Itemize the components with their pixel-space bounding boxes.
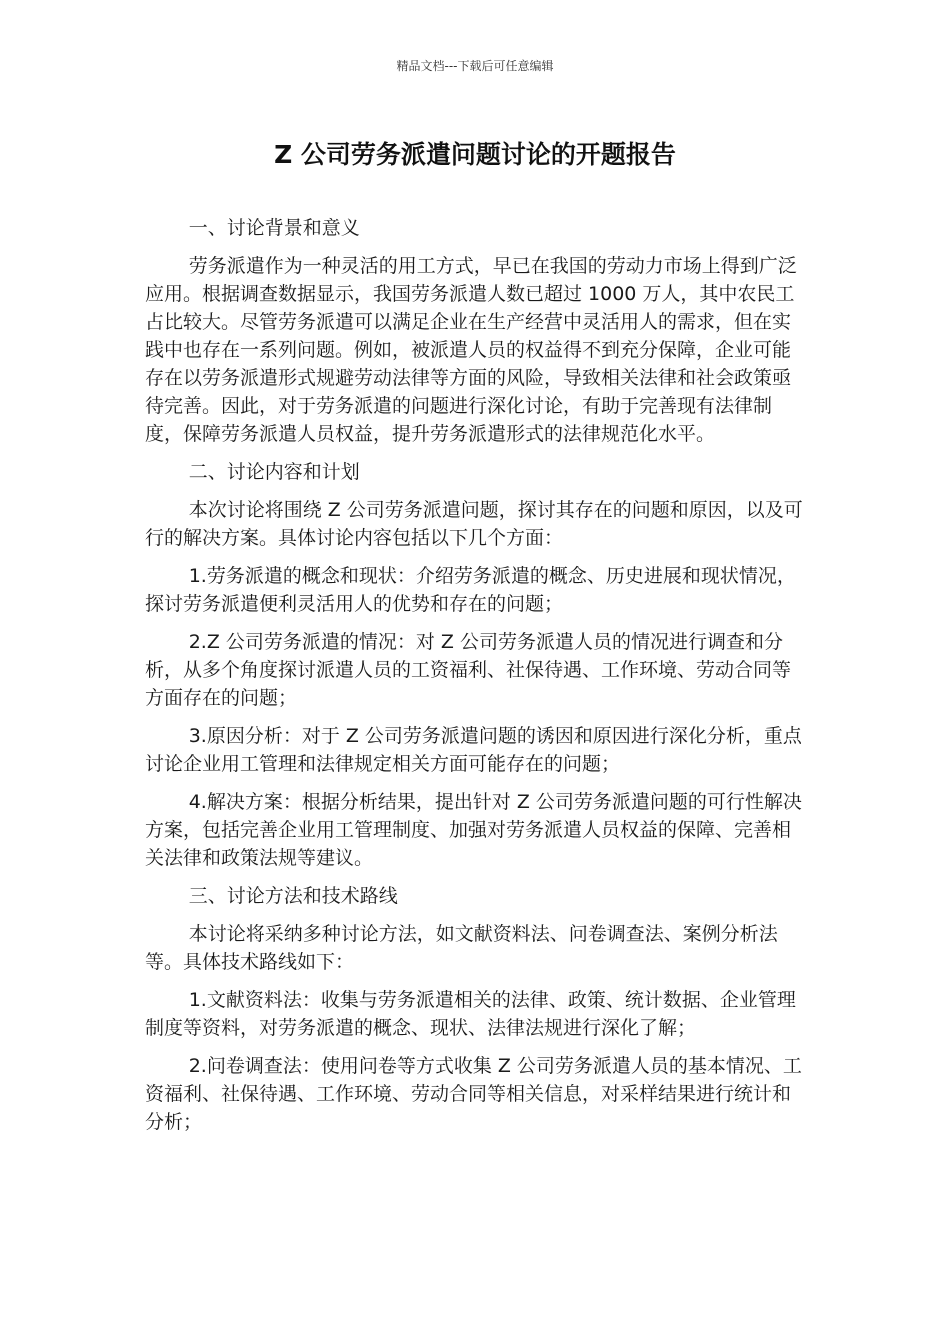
paragraph-content-intro: 本次讨论将围绕 Z 公司劳务派遣问题，探讨其存在的问题和原因，以及可行的解决方案。具体讨论内容包括以下几个方面： <box>145 499 803 549</box>
paragraph-methods-item-2: 2.问卷调查法：使用问卷等方式收集 Z 公司劳务派遣人员的基本情况、工资福利、社保待遇、工作环境、劳动合同等相关信息，对采样结果进行统计和分析； <box>145 1055 802 1133</box>
section-heading-content-plan: 二、讨论内容和计划 <box>188 461 360 483</box>
section-heading-background: 一、讨论背景和意义 <box>188 217 360 239</box>
running-header: 精品文档---下载后可任意编辑 <box>396 59 554 73</box>
paragraph-content-item-4: 4.解决方案：根据分析结果，提出针对 Z 公司劳务派遣问题的可行性解决方案，包括完善企业用工管理制度、加强对劳务派遣人员权益的保障、完善相关法律和政策法规等建议。 <box>145 791 802 869</box>
document-body <box>145 214 805 1146</box>
document-title: Z 公司劳务派遣问题讨论的开题报告 <box>274 140 676 169</box>
paragraph-content-item-2: 2.Z 公司劳务派遣的情况：对 Z 公司劳务派遣人员的情况进行调查和分析，从多个角度探讨派遣人员的工资福利、社保待遇、工作环境、劳动合同等方面存在的问题； <box>145 631 792 709</box>
paragraph-methods-item-1: 1.文献资料法：收集与劳务派遣相关的法律、政策、统计数据、企业管理制度等资料，对劳务派遣的概念、现状、法律法规进行深化了解； <box>145 989 796 1039</box>
paragraph-methods-intro: 本讨论将采纳多种讨论方法，如文献资料法、问卷调查法、案例分析法等。具体技术路线如下： <box>145 923 778 973</box>
paragraph-content-item-3: 3.原因分析：对于 Z 公司劳务派遣问题的诱因和原因进行深化分析，重点讨论企业用工管理和法律规定相关方面可能存在的问题； <box>145 725 802 775</box>
section-heading-methods: 三、讨论方法和技术路线 <box>188 885 398 907</box>
paragraph-content-item-1: 1.劳务派遣的概念和现状：介绍劳务派遣的概念、历史进展和现状情况，探讨劳务派遣便利灵活用人的优势和存在的问题； <box>145 565 796 615</box>
paragraph-background: 劳务派遣作为一种灵活的用工方式，早已在我国的劳动力市场上得到广泛应用。根据调查数据显示，我国劳务派遣人数已超过 1000 万人，其中农民工占比较大。尽管劳务派遣可以满足企业在生产经营中灵活用人的需求，但在实践中也存在一系列问题。例如，被派遣人员的权益得不到充分保障，企业可能存在以劳务派遣形式规避劳动法律等方面的风险，导致相关法律和社会政策亟待完善。因此，对于劳务派遣的问题进行深化讨论，有助于完善现有法律制度，保障劳务派遣人员权益，提升劳务派遣形式的法律规范化水平。 <box>145 255 797 445</box>
